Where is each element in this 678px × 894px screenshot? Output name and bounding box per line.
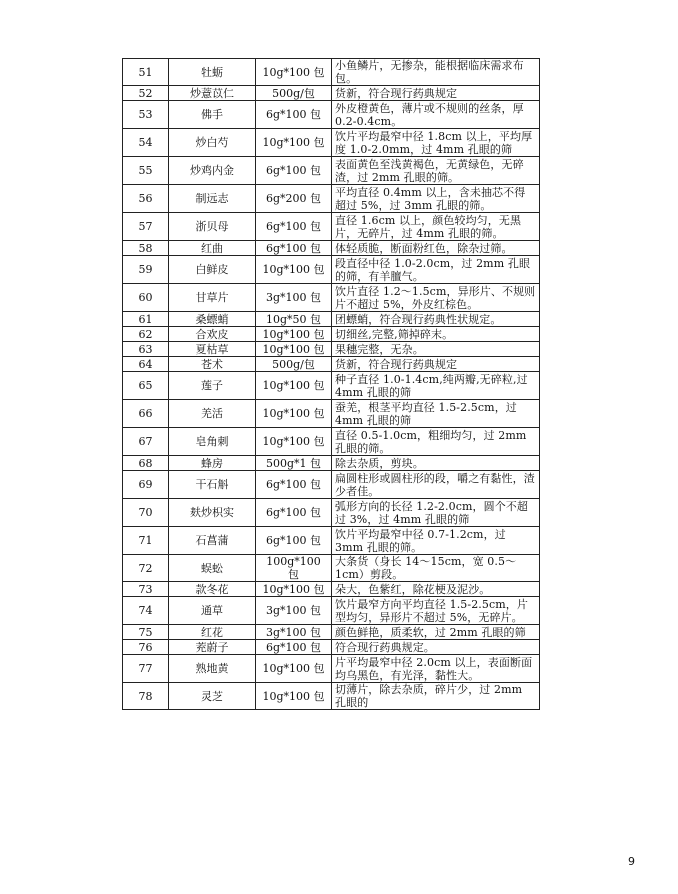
- table-row: [123, 582, 540, 597]
- table-row: [123, 312, 540, 327]
- herb-name: 桑螵蛸: [169, 312, 256, 327]
- table-row: [123, 86, 540, 101]
- row-number: 65: [123, 372, 169, 400]
- herb-name: 红花: [169, 625, 256, 640]
- quality-requirement: 平均直径 0.4mm 以上，含未抽芯不得超过 5%，过 3mm 孔眼的筛。: [332, 185, 540, 213]
- quality-requirement: 团螵蛸，符合现行药典性状规定。: [332, 312, 540, 327]
- row-number: 69: [123, 471, 169, 499]
- package-spec: 6g*100 包: [256, 499, 332, 527]
- package-spec: 500g/包: [256, 86, 332, 101]
- row-number: 55: [123, 157, 169, 185]
- table-row: [123, 625, 540, 640]
- herb-name: 甘草片: [169, 284, 256, 312]
- quality-requirement: 扁圆柱形或圆柱形的段，嚼之有黏性，渣少者佳。: [332, 471, 540, 499]
- table-row: [123, 342, 540, 357]
- herb-name: 白鲜皮: [169, 256, 256, 284]
- herb-name: 麸炒枳实: [169, 499, 256, 527]
- table-row: [123, 456, 540, 471]
- quality-requirement: 朵大，色紫红，除花梗及泥沙。: [332, 582, 540, 597]
- row-number: 78: [123, 683, 169, 710]
- package-spec: 500g*1 包: [256, 456, 332, 471]
- herb-name: 牡蛎: [169, 59, 256, 86]
- package-spec: 10g*100 包: [256, 59, 332, 86]
- table-row: [123, 400, 540, 428]
- quality-requirement: 货新，符合现行药典规定: [332, 357, 540, 372]
- quality-requirement: 颜色鲜艳，质柔软，过 2mm 孔眼的筛: [332, 625, 540, 640]
- table-row: [123, 555, 540, 582]
- herb-spec-table-body: [123, 59, 540, 710]
- quality-requirement: 小鱼鳞片，无掺杂，能根据临床需求布包。: [332, 59, 540, 86]
- herb-name: 蜂房: [169, 456, 256, 471]
- row-number: 68: [123, 456, 169, 471]
- package-spec: 10g*50 包: [256, 312, 332, 327]
- page-number: 9: [628, 855, 635, 868]
- quality-requirement: 段直径中径 1.0-2.0cm，过 2mm 孔眼的筛，有羊膻气。: [332, 256, 540, 284]
- quality-requirement: 果穗完整，无杂。: [332, 342, 540, 357]
- row-number: 77: [123, 655, 169, 683]
- quality-requirement: 切薄片，除去杂质，碎片少，过 2mm 孔眼的: [332, 683, 540, 710]
- table-row: [123, 597, 540, 625]
- herb-name: 干石斛: [169, 471, 256, 499]
- quality-requirement: 除去杂质，剪块。: [332, 456, 540, 471]
- row-number: 52: [123, 86, 169, 101]
- package-spec: 10g*100 包: [256, 372, 332, 400]
- quality-requirement: 体轻质脆，断面粉红色，除杂过筛。: [332, 241, 540, 256]
- package-spec: 3g*100 包: [256, 597, 332, 625]
- quality-requirement: 切细丝,完整,筛掉碎末。: [332, 327, 540, 342]
- table-row: [123, 101, 540, 129]
- row-number: 74: [123, 597, 169, 625]
- herb-name: 羌活: [169, 400, 256, 428]
- row-number: 75: [123, 625, 169, 640]
- herb-name: 红曲: [169, 241, 256, 256]
- row-number: 53: [123, 101, 169, 129]
- herb-name: 熟地黄: [169, 655, 256, 683]
- table-row: [123, 428, 540, 456]
- row-number: 62: [123, 327, 169, 342]
- table-row: [123, 213, 540, 241]
- row-number: 63: [123, 342, 169, 357]
- table-row: [123, 284, 540, 312]
- table-row: [123, 59, 540, 86]
- herb-name: 莲子: [169, 372, 256, 400]
- row-number: 59: [123, 256, 169, 284]
- package-spec: 10g*100 包: [256, 683, 332, 710]
- row-number: 72: [123, 555, 169, 582]
- package-spec: 6g*100 包: [256, 213, 332, 241]
- row-number: 54: [123, 129, 169, 157]
- package-spec: 10g*100 包: [256, 655, 332, 683]
- package-spec: 500g/包: [256, 357, 332, 372]
- quality-requirement: 蚕羌，根茎平均直径 1.5-2.5cm，过 4mm 孔眼的筛: [332, 400, 540, 428]
- table-row: [123, 640, 540, 655]
- table-row: [123, 655, 540, 683]
- quality-requirement: 外皮橙黄色，薄片或不规则的丝条，厚 0.2-0.4cm。: [332, 101, 540, 129]
- herb-name: 石菖蒲: [169, 527, 256, 555]
- table-row: [123, 357, 540, 372]
- row-number: 67: [123, 428, 169, 456]
- package-spec: 10g*100 包: [256, 256, 332, 284]
- quality-requirement: 弧形方向的长径 1.2-2.0cm，圆个不超过 3%，过 4mm 孔眼的筛: [332, 499, 540, 527]
- table-row: [123, 499, 540, 527]
- package-spec: 3g*100 包: [256, 284, 332, 312]
- package-spec: 6g*100 包: [256, 157, 332, 185]
- package-spec: 10g*100 包: [256, 129, 332, 157]
- row-number: 58: [123, 241, 169, 256]
- table-row: [123, 327, 540, 342]
- package-spec: 3g*100 包: [256, 625, 332, 640]
- herb-name: 苍术: [169, 357, 256, 372]
- table-row: [123, 185, 540, 213]
- row-number: 64: [123, 357, 169, 372]
- package-spec: 6g*200 包: [256, 185, 332, 213]
- herb-name: 合欢皮: [169, 327, 256, 342]
- row-number: 51: [123, 59, 169, 86]
- quality-requirement: 片平均最窄中径 2.0cm 以上，表面断面均乌黑色，有光泽，黏性大。: [332, 655, 540, 683]
- herb-name: 佛手: [169, 101, 256, 129]
- table-row: [123, 129, 540, 157]
- row-number: 57: [123, 213, 169, 241]
- row-number: 66: [123, 400, 169, 428]
- row-number: 61: [123, 312, 169, 327]
- herb-name: 蜈蚣: [169, 555, 256, 582]
- package-spec: 10g*100 包: [256, 428, 332, 456]
- row-number: 70: [123, 499, 169, 527]
- quality-requirement: 直径 1.6cm 以上，颜色较均匀，无黑片，无碎片，过 4mm 孔眼的筛。: [332, 213, 540, 241]
- table-row: [123, 527, 540, 555]
- quality-requirement: 货新，符合现行药典规定: [332, 86, 540, 101]
- table-row: [123, 241, 540, 256]
- package-spec: 10g*100 包: [256, 582, 332, 597]
- row-number: 73: [123, 582, 169, 597]
- herb-name: 炒白芍: [169, 129, 256, 157]
- package-spec: 6g*100 包: [256, 241, 332, 256]
- package-spec: 10g*100 包: [256, 327, 332, 342]
- package-spec: 6g*100 包: [256, 640, 332, 655]
- quality-requirement: 直径 0.5-1.0cm，粗细均匀，过 2mm 孔眼的筛。: [332, 428, 540, 456]
- package-spec: 10g*100 包: [256, 400, 332, 428]
- row-number: 71: [123, 527, 169, 555]
- package-spec: 10g*100 包: [256, 342, 332, 357]
- table-row: [123, 372, 540, 400]
- spec-table-container: [122, 58, 540, 710]
- quality-requirement: 表面黄色至浅黄褐色，无黄绿色，无碎渣，过 2mm 孔眼的筛。: [332, 157, 540, 185]
- herb-name: 皂角刺: [169, 428, 256, 456]
- row-number: 56: [123, 185, 169, 213]
- package-spec: 6g*100 包: [256, 527, 332, 555]
- herb-name: 炒薏苡仁: [169, 86, 256, 101]
- quality-requirement: 饮片直径 1.2～1.5cm，异形片、不规则片不超过 5%，外皮红棕色。: [332, 284, 540, 312]
- herb-name: 灵芝: [169, 683, 256, 710]
- herb-name: 通草: [169, 597, 256, 625]
- row-number: 76: [123, 640, 169, 655]
- table-row: [123, 256, 540, 284]
- quality-requirement: 符合现行药典规定。: [332, 640, 540, 655]
- table-row: [123, 157, 540, 185]
- table-row: [123, 683, 540, 710]
- package-spec: 100g*100 包: [256, 555, 332, 582]
- herb-name: 制远志: [169, 185, 256, 213]
- table-row: [123, 471, 540, 499]
- herb-name: 夏枯草: [169, 342, 256, 357]
- herb-name: 款冬花: [169, 582, 256, 597]
- row-number: 60: [123, 284, 169, 312]
- quality-requirement: 饮片最窄方向平均直径 1.5-2.5cm，片型均匀，异形片不超过 5%，无碎片。: [332, 597, 540, 625]
- package-spec: 6g*100 包: [256, 101, 332, 129]
- quality-requirement: 饮片平均最窄中径 1.8cm 以上，平均厚度 1.0-2.0mm，过 4mm 孔眼的筛: [332, 129, 540, 157]
- herb-name: 浙贝母: [169, 213, 256, 241]
- quality-requirement: 大条货（身长 14～15cm，宽 0.5～1cm）剪段。: [332, 555, 540, 582]
- quality-requirement: 饮片平均最窄中径 0.7-1.2cm，过 3mm 孔眼的筛。: [332, 527, 540, 555]
- herb-spec-table: [122, 58, 540, 710]
- quality-requirement: 种子直径 1.0-1.4cm,纯两瓣,无碎粒,过 4mm 孔眼的筛: [332, 372, 540, 400]
- herb-name: 炒鸡内金: [169, 157, 256, 185]
- package-spec: 6g*100 包: [256, 471, 332, 499]
- herb-name: 茺蔚子: [169, 640, 256, 655]
